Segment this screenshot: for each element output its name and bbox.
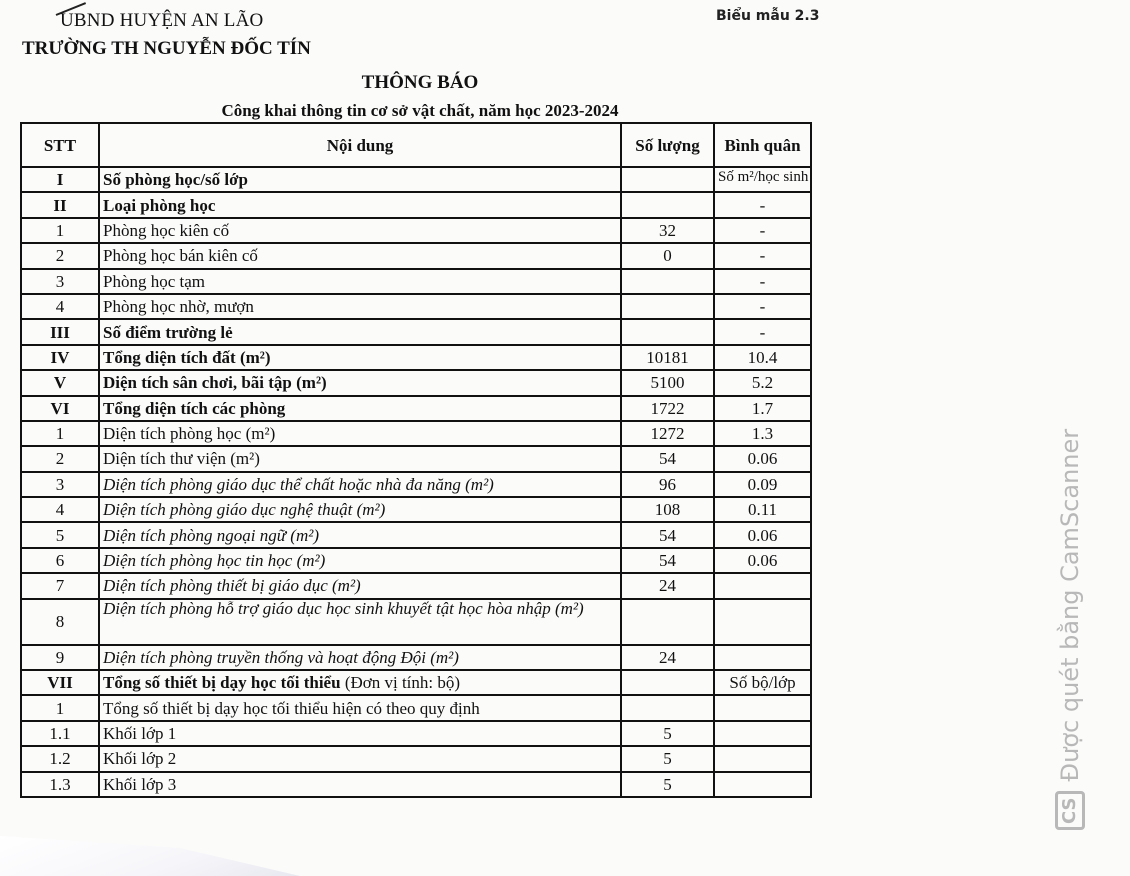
row-stt: 7 (21, 573, 99, 598)
row-average: Số bộ/lớp (714, 670, 811, 695)
row-stt: VI (21, 396, 99, 421)
table-row (21, 746, 811, 771)
row-content-text: Khối lớp 2 (103, 749, 177, 769)
table-row (21, 670, 811, 695)
row-stt: 3 (21, 472, 99, 497)
row-content (99, 548, 621, 573)
row-content (99, 218, 621, 243)
doc-title: THÔNG BÁO (361, 72, 479, 93)
row-average: 0.06 (714, 522, 811, 547)
row-stt: V (21, 370, 99, 395)
row-quantity (621, 294, 714, 319)
row-quantity: 24 (621, 645, 714, 670)
row-quantity (621, 599, 714, 645)
camscanner-watermark (1055, 429, 1085, 830)
row-content (99, 167, 621, 192)
row-content-text: Số điểm trường lẻ (103, 322, 233, 342)
row-content (99, 192, 621, 217)
row-stt: 1 (21, 218, 99, 243)
row-quantity: 24 (621, 573, 714, 598)
table-row (21, 772, 811, 797)
row-quantity: 54 (621, 446, 714, 471)
table-row (21, 548, 811, 573)
row-content (99, 319, 621, 344)
row-average (714, 721, 811, 746)
row-quantity (621, 269, 714, 294)
table-row (21, 472, 811, 497)
table-row (21, 192, 811, 217)
table-row (21, 721, 811, 746)
row-quantity: 5 (621, 721, 714, 746)
table-row (21, 446, 811, 471)
row-average: 10.4 (714, 345, 811, 370)
row-content (99, 497, 621, 522)
row-content (99, 721, 621, 746)
row-average (714, 573, 811, 598)
row-content-text: Diện tích phòng giáo dục thể chất hoặc nhà đa năng (103, 474, 461, 494)
row-stt: 1 (21, 421, 99, 446)
row-quantity (621, 670, 714, 695)
row-content-text: Khối lớp 1 (103, 724, 177, 743)
row-quantity: 54 (621, 548, 714, 573)
row-unit: (m²) (356, 500, 386, 520)
row-quantity (621, 192, 714, 217)
row-content-text: Diện tích phòng ngoại ngữ (103, 525, 287, 545)
row-content (99, 670, 621, 695)
row-stt: 1.3 (21, 772, 99, 797)
row-average (714, 695, 811, 720)
row-content-suffix: (Đơn vị tính: bộ) (344, 673, 461, 693)
row-quantity: 1722 (621, 396, 714, 421)
row-quantity (621, 319, 714, 344)
row-average: - (714, 294, 811, 319)
row-content-text: Diện tích phòng truyền thống và hoạt động Đội (103, 647, 426, 667)
row-content-text: Tổng số thiết bị dạy học tối thiểu hiện có theo quy định (103, 698, 480, 718)
row-stt: 9 (21, 645, 99, 670)
row-content (99, 573, 621, 598)
row-average: - (714, 319, 811, 344)
row-content-text: Phòng học bán kiên cố (103, 246, 258, 266)
row-stt: 5 (21, 522, 99, 547)
row-average: - (714, 269, 811, 294)
table-row (21, 218, 811, 243)
row-quantity: 5 (621, 772, 714, 797)
org-name: UBND HUYỆN AN LÃO (60, 10, 264, 31)
row-stt: 1 (21, 695, 99, 720)
row-quantity: 0 (621, 243, 714, 268)
row-average: 1.7 (714, 396, 811, 421)
row-average: - (714, 243, 811, 268)
row-stt: 8 (21, 599, 99, 645)
row-unit: (m²) (554, 598, 584, 618)
row-average: - (714, 218, 811, 243)
facilities-table (20, 122, 812, 798)
row-content-text: Diện tích phòng thiết bị giáo dục (103, 576, 328, 596)
table-body (21, 167, 811, 797)
row-unit: (m²) (290, 525, 319, 545)
watermark-text: Được quét bằng CamScanner (1056, 428, 1084, 782)
row-quantity: 10181 (621, 345, 714, 370)
row-content-text: Tổng diện tích các phòng (103, 398, 286, 418)
row-quantity: 1272 (621, 421, 714, 446)
table-row (21, 294, 811, 319)
table-row (21, 497, 811, 522)
row-quantity (621, 695, 714, 720)
row-content (99, 772, 621, 797)
row-average: 1.3 (714, 421, 811, 446)
row-content-text: Diện tích phòng học tin học (103, 551, 293, 571)
row-content (99, 345, 621, 370)
row-content-text: Diện tích phòng hỗ trợ giáo dục học sinh khuyết tật học hòa nhập (103, 598, 551, 618)
row-average (714, 645, 811, 670)
row-content (99, 421, 621, 446)
row-stt: 2 (21, 243, 99, 268)
row-content (99, 522, 621, 547)
row-quantity (621, 167, 714, 192)
col-header-quantity: Số lượng (621, 123, 714, 167)
table-row (21, 421, 811, 446)
row-unit: (m²) (245, 424, 276, 444)
table-row (21, 645, 811, 670)
table-row (21, 695, 811, 720)
row-average: 0.06 (714, 446, 811, 471)
row-unit: (m²) (430, 647, 459, 667)
row-content-text: Phòng học nhờ, mượn (103, 297, 254, 317)
row-unit: (m²) (465, 474, 494, 494)
row-content-text: Loại phòng học (103, 195, 216, 215)
row-unit: (m²) (230, 449, 260, 469)
row-average: 0.09 (714, 472, 811, 497)
row-average (714, 772, 811, 797)
row-content (99, 446, 621, 471)
row-content (99, 269, 621, 294)
folded-page-corner (0, 836, 300, 876)
row-quantity: 108 (621, 497, 714, 522)
row-content (99, 645, 621, 670)
col-header-stt: STT (21, 123, 99, 167)
row-stt: II (21, 192, 99, 217)
row-content-text: Số phòng học/số lớp (103, 170, 248, 190)
table-row (21, 522, 811, 547)
row-quantity: 96 (621, 472, 714, 497)
col-header-average: Bình quân (714, 123, 811, 167)
row-unit: (m²) (296, 373, 327, 393)
row-content-text: Phòng học tạm (103, 271, 205, 291)
table-row (21, 167, 811, 192)
school-name: TRƯỜNG TH NGUYỄN ĐỐC TÍN (22, 38, 311, 59)
row-stt: III (21, 319, 99, 344)
row-stt: 1.1 (21, 721, 99, 746)
row-content (99, 294, 621, 319)
row-average: 5.2 (714, 370, 811, 395)
row-content (99, 396, 621, 421)
row-average: 0.06 (714, 548, 811, 573)
row-average: - (714, 192, 811, 217)
row-content-text: Diện tích phòng học (103, 424, 242, 444)
form-number: Biểu mẫu 2.3 (716, 8, 820, 24)
row-content (99, 370, 621, 395)
table-row (21, 243, 811, 268)
row-stt: 3 (21, 269, 99, 294)
row-unit: (m²) (332, 576, 361, 596)
row-content-text: Diện tích thư viện (103, 449, 226, 469)
row-stt: I (21, 167, 99, 192)
row-average: Số m²/học sinh (714, 167, 811, 192)
row-content-text: Khối lớp 3 (103, 774, 177, 794)
row-content-text: Tổng diện tích đất (103, 347, 236, 367)
row-content-text: Diện tích sân chơi, bãi tập (103, 373, 292, 393)
row-average: 0.11 (714, 497, 811, 522)
row-average (714, 599, 811, 645)
row-average (714, 746, 811, 771)
table-row (21, 269, 811, 294)
row-quantity: 32 (621, 218, 714, 243)
row-content (99, 695, 621, 720)
row-stt: IV (21, 345, 99, 370)
row-quantity: 54 (621, 522, 714, 547)
row-content (99, 243, 621, 268)
table-row (21, 573, 811, 598)
col-header-content: Nội dung (99, 123, 621, 167)
table-row (21, 370, 811, 395)
row-content (99, 746, 621, 771)
row-stt: 2 (21, 446, 99, 471)
table-row (21, 396, 811, 421)
row-stt: 6 (21, 548, 99, 573)
row-quantity: 5100 (621, 370, 714, 395)
row-stt: 1.2 (21, 746, 99, 771)
row-stt: 4 (21, 497, 99, 522)
row-unit: (m²) (239, 347, 271, 367)
row-stt: VII (21, 670, 99, 695)
table-row (21, 319, 811, 344)
row-quantity: 5 (621, 746, 714, 771)
row-content-text: Phòng học kiên cố (103, 220, 230, 240)
row-content (99, 599, 621, 645)
row-content-text: Tổng số thiết bị dạy học tối thiểu (103, 673, 341, 693)
row-unit: (m²) (296, 551, 326, 571)
row-content-text: Diện tích phòng giáo dục nghệ thuật (103, 500, 353, 520)
doc-subtitle: Công khai thông tin cơ sở vật chất, năm học 2023-2024 (221, 101, 619, 120)
table-row (21, 345, 811, 370)
row-content (99, 472, 621, 497)
camscanner-logo-icon: CS (1055, 791, 1085, 830)
table-header-row (21, 123, 811, 167)
table-row (21, 599, 811, 645)
row-stt: 4 (21, 294, 99, 319)
